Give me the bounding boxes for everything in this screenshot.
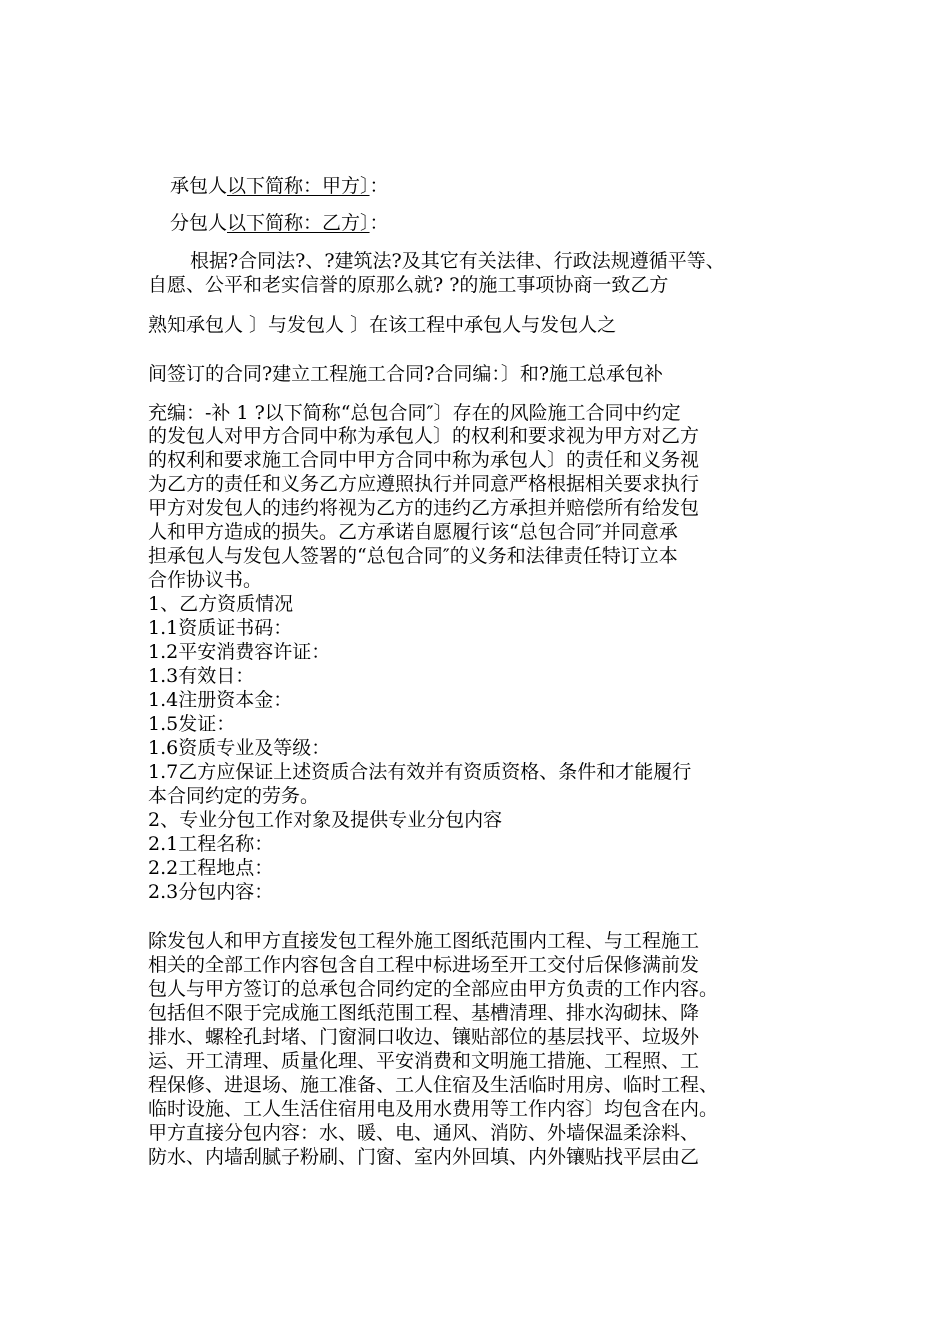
intro-line: 甲方对发包人的违约将视为乙方的违约乙方承担并赔偿所有给发包 [148, 497, 700, 519]
contractor-colon: ： [369, 175, 389, 197]
intro-line: 根据?合同法?、?建筑法?及其它有关法律、行政法规遵循平等、 [190, 250, 725, 272]
section-item: 2.1工程名称： [148, 833, 274, 855]
section-item: 1.5发证： [148, 713, 236, 735]
content-line: 甲方直接分包内容：水、暖、电、通风、消防、外墙保温柔涂料、 [148, 1122, 700, 1144]
content-line: 除发包人和甲方直接发包工程外施工图纸范围内工程、与工程施工 [148, 930, 700, 952]
content-line: 运、开工清理、质量化理、平安消费和文明施工措施、工程照、工 [148, 1050, 700, 1072]
intro-line: 人和甲方造成的损失。乙方承诺自愿履行该“总包合同″并同意承 [148, 521, 678, 543]
intro-line: 合作协议书。 [148, 569, 263, 591]
section-heading: 1、乙方资质情况 [148, 593, 294, 615]
intro-line: 充编：-补 1 ?以下简称“总包合同″〕存在的风险施工合同中约定 [148, 402, 681, 424]
content-line: 排水、螺栓孔封堵、门窗洞口收边、镶贴部位的基层找平、垃圾外 [148, 1026, 700, 1048]
subcontractor-line [170, 211, 389, 235]
section-item: 2.3分包内容： [148, 881, 274, 903]
subcontractor-abbrev: 以下简称：乙方〕 [227, 212, 370, 234]
section-item: 2.2工程地点： [148, 857, 274, 879]
contractor-label: 承包人 [170, 175, 228, 197]
intro-line: 间签订的合同?建立工程施工合同?合同编：〕和?施工总承包补 [148, 363, 664, 385]
contractor-line [170, 174, 389, 198]
intro-line: 的发包人对甲方合同中称为承包人〕的权利和要求视为甲方对乙方 [148, 425, 700, 447]
content-line: 相关的全部工作内容包含自工程中标进场至开工交付后保修满前发 [148, 954, 700, 976]
intro-line: 的权利和要求施工合同中甲方合同中称为承包人〕的责任和义务视 [148, 449, 700, 471]
subcontractor-colon: ： [369, 212, 389, 234]
content-line: 防水、内墙刮腻子粉刷、门窗、室内外回填、内外镶贴找平层由乙 [148, 1146, 700, 1168]
content-line: 包人与甲方签订的总承包合同约定的全部应由甲方负责的工作内容。 [148, 978, 719, 1000]
section-item: 1.1资质证书码： [148, 617, 293, 639]
section-item: 1.6资质专业及等级： [148, 737, 331, 759]
intro-line: 熟知承包人 〕与发包人 〕在该工程中承包人与发包人之 [148, 314, 617, 336]
section-item: 1.7乙方应保证上述资质合法有效并有资质资格、条件和才能履行 [148, 761, 692, 783]
section-heading: 2、专业分包工作对象及提供专业分包内容 [148, 809, 503, 831]
content-line: 程保修、进退场、施工准备、工人住宿及生活临时用房、临时工程、 [148, 1074, 719, 1096]
content-line: 临时设施、工人生活住宿用电及用水费用等工作内容〕均包含在内。 [148, 1098, 719, 1120]
contractor-abbrev: 以下简称：甲方〕 [227, 175, 370, 197]
content-line: 包括但不限于完成施工图纸范围工程、基槽清理、排水沟砌抹、降 [148, 1002, 700, 1024]
section-item: 1.3有效日： [148, 665, 255, 687]
section-item: 1.2平安消费容许证： [148, 641, 331, 663]
section-item: 1.4注册资本金： [148, 689, 293, 711]
section-item: 本合同约定的劳务。 [148, 785, 320, 807]
intro-line: 为乙方的责任和义务乙方应遵照执行并同意严格根据相关要求执行 [148, 473, 700, 495]
subcontractor-label: 分包人 [170, 212, 228, 234]
intro-line: 自愿、公平和老实信誉的原那么就? ?的施工事项协商一致乙方 [148, 274, 669, 296]
intro-line: 担承包人与发包人签署的“总包合同″的义务和法律责任特订立本 [148, 545, 678, 567]
